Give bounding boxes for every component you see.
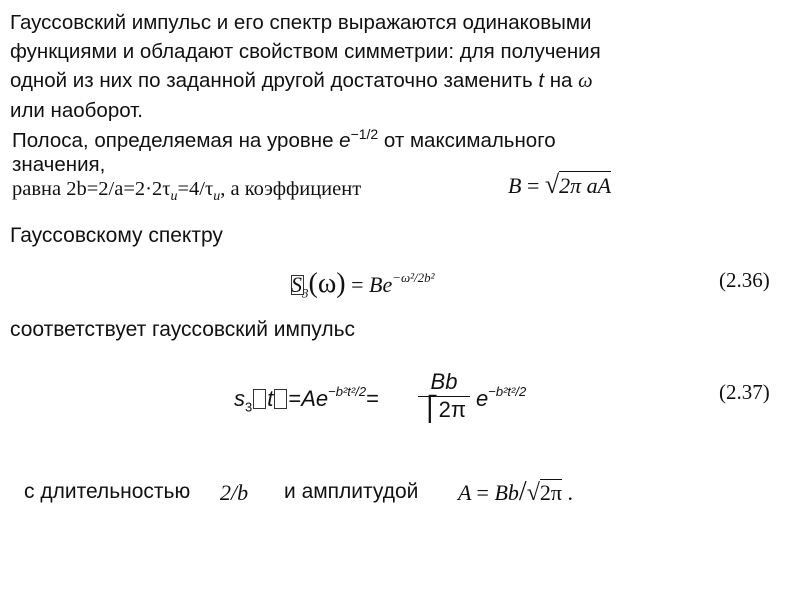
formula-2-37-ae: Ae (301, 386, 329, 411)
subscript-i-1: и (170, 189, 178, 204)
intro-line-3-conj: на (544, 69, 579, 92)
missing-glyph-icon (274, 389, 287, 409)
formula-2-37-exponent-1: −b²t²/2 (328, 384, 367, 399)
formula-2-37-e: e (476, 386, 489, 411)
formula-2-37-lhs (234, 384, 379, 414)
spectrum-heading: Гауссовскому спектру (10, 224, 223, 247)
formula-2-37 (234, 370, 554, 440)
formula-2-36-equals: = (351, 272, 364, 297)
sqrt-icon: √ (544, 170, 560, 199)
formula-b-lhs: B (508, 173, 522, 198)
formula-2-37-equals-1: = (288, 386, 302, 411)
formula-2-36-arg: (ω) (308, 268, 346, 299)
formula-b-equals: = (526, 173, 540, 198)
formula-b-rhs: 2π aA (559, 173, 612, 198)
duration-value: 2/b (220, 480, 249, 505)
formula-2-36-sub: 3 (302, 285, 309, 301)
formula-2-37-denominator (418, 396, 470, 423)
equation-number-2-36: (2.36) (719, 268, 770, 292)
amplitude-label: и амплитудой (284, 480, 419, 503)
formula-2-37-exponent-2: −b²t²/2 (488, 384, 527, 399)
formula-amplitude-equals: = (476, 480, 489, 505)
bandwidth-line-1-text: Полоса, определяемая на уровне (12, 129, 340, 152)
impulse-heading: соответствует гауссовский импульс (10, 318, 356, 341)
formula-2-36-s: S (291, 272, 302, 297)
bandwidth-line-1 (12, 122, 556, 153)
formula-amplitude-lhs: A (458, 480, 472, 505)
formula-b-coefficient (508, 170, 611, 200)
symbol-t: t (538, 69, 545, 92)
equation-number-2-37: (2.37) (719, 380, 770, 404)
intro-line-1: Гауссовский импульс и его спектр выражаются одинаковыми (10, 11, 592, 34)
formula-2-37-numerator: Bb (430, 369, 458, 394)
bandwidth-relation: равна 2b=2/a=2·2τ (12, 178, 171, 200)
intro-paragraph (10, 8, 601, 125)
formula-2-37-den-text: 2π (438, 397, 466, 422)
formula-2-37-equals-2: = (366, 386, 379, 411)
bandwidth-paragraph (12, 122, 556, 209)
formula-2-37-t: t (267, 386, 274, 411)
missing-glyph-icon (253, 389, 266, 409)
bandwidth-line-2: значения, (12, 153, 106, 176)
bandwidth-line-1-end: от максимального (378, 129, 556, 152)
bandwidth-line-3 (12, 177, 556, 209)
formula-amplitude-bb: Bb (494, 480, 519, 505)
formula-amplitude-dot: . (567, 480, 573, 505)
intro-line-2: функциями и обладают свойством симметрии: для получения (10, 40, 601, 63)
formula-2-36 (290, 268, 435, 300)
sqrt-icon: √ (526, 480, 540, 506)
subscript-i-2: и (213, 189, 221, 204)
slash-icon: / (518, 476, 527, 507)
formula-2-36-be: Be (369, 272, 393, 297)
formula-2-37-rhs (476, 384, 526, 412)
coefficient-label: , а коэффициент (220, 178, 362, 200)
symbol-omega: ω (578, 70, 593, 92)
intro-line-4: или наоборот. (10, 99, 143, 122)
sqrt-icon: ⎡ (426, 396, 439, 423)
symbol-e: e (339, 129, 351, 152)
intro-line-3-text: одной из них по заданной другой достаточно заменить (10, 69, 539, 92)
exponent-minus-half: −1/2 (350, 126, 379, 142)
formula-2-37-sub: 3 (245, 399, 253, 415)
intro-line-3 (10, 66, 601, 96)
formula-2-36-exponent: −ω²/2b² (392, 270, 435, 285)
formula-amplitude (458, 476, 573, 508)
formula-amplitude-root: 2π (539, 480, 562, 505)
formula-2-37-fraction (418, 370, 470, 423)
formula-2-37-s: s (234, 386, 245, 411)
bandwidth-relation-mid: =4/τ (177, 178, 214, 200)
duration-label: с длительностью (24, 480, 191, 503)
